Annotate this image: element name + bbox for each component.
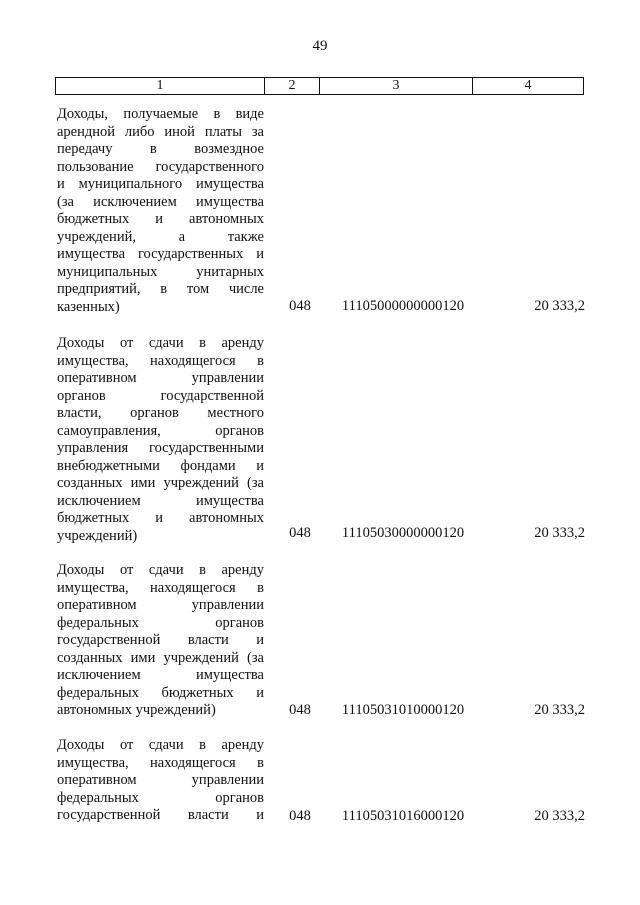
row-budget-code: 11105031010000120 — [341, 702, 465, 718]
row-budget-code: 11105030000000120 — [341, 525, 465, 541]
row-admin-code: 048 — [289, 525, 311, 541]
row-description: Доходы, получаемые в виде арендной либо иной платы за передачу в возмездное пользование государственного и муниципального имущества (за исключением имущества бюджетных и автономных учреждений, а также имущества государственных и муниципальных унитарных предприятий, в том числе казенных) — [57, 106, 264, 315]
row-amount: 20 333,2 — [534, 702, 585, 718]
row-budget-code: 11105031016000120 — [341, 808, 465, 824]
column-header-row — [55, 77, 584, 95]
page-number: 49 — [312, 38, 328, 54]
row-budget-code: 11105000000000120 — [341, 298, 465, 314]
column-header-2: 2 — [265, 78, 320, 95]
row-amount: 20 333,2 — [534, 298, 585, 314]
column-header-3: 3 — [320, 78, 473, 95]
row-description: Доходы от сдачи в аренду имущества, находящегося в оперативном управлении федеральных органов государственной власти и — [57, 737, 264, 823]
row-amount: 20 333,2 — [534, 525, 585, 541]
row-description: Доходы от сдачи в аренду имущества, находящегося в оперативном управлении федеральных органов государственной власти и созданных ими учреждений (за исключением имущества федеральных бюджетных и автономных учреждений) — [57, 562, 264, 718]
column-header-1: 1 — [56, 78, 265, 95]
row-admin-code: 048 — [289, 702, 311, 718]
row-admin-code: 048 — [289, 298, 311, 314]
row-description: Доходы от сдачи в аренду имущества, находящегося в оперативном управлении органов государственной власти, органов местного самоуправления, органов управления государственными внебюджетными фондами и созданных ими учреждений (за исключением имущества бюджетных и автономных учреждений) — [57, 335, 264, 544]
row-amount: 20 333,2 — [534, 808, 585, 824]
column-header-4: 4 — [473, 78, 584, 95]
row-admin-code: 048 — [289, 808, 311, 824]
